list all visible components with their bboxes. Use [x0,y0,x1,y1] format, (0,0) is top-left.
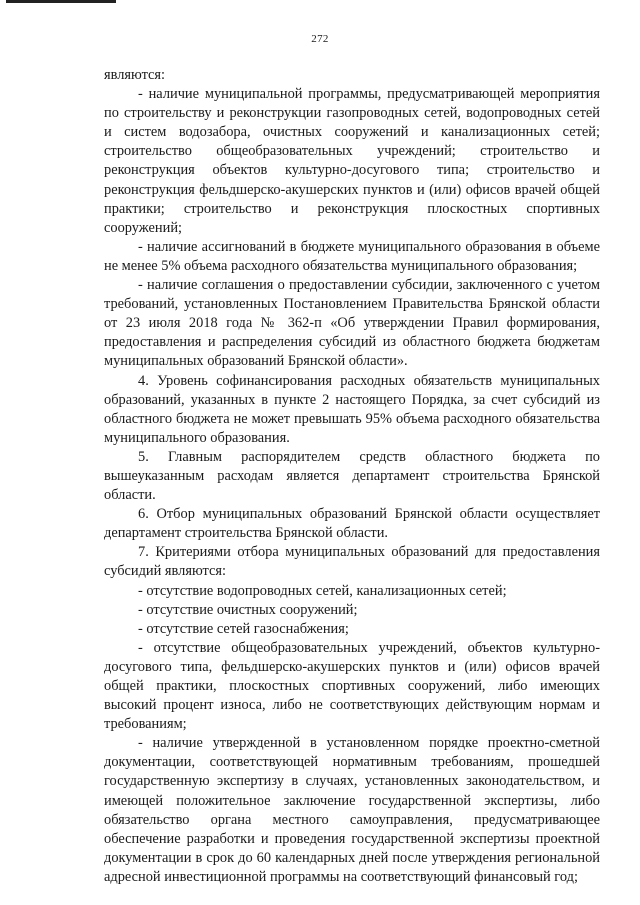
paragraph-item-5: 5. Главным распорядителем средств областного бюджета по вышеуказанным расходам является департамент строительства Брянской области. [104,448,600,504]
paragraph-item-6: 6. Отбор муниципальных образований Брянской области осуществляет департамент строительства Брянской области. [104,506,600,542]
scan-top-edge-line [6,0,116,3]
document-body [104,66,600,887]
criterion-treatment: - отсутствие очистных сооружений; [138,601,358,618]
criterion-gas: - отсутствие сетей газоснабжения; [138,620,349,637]
paragraph-condition-allocations: - наличие ассигнований в бюджете муниципального образования в объеме не менее 5% объема расходного обязательства муниципального образования; [104,238,600,274]
paragraph-intro: являются: [104,67,166,83]
paragraph-item-7: 7. Критериями отбора муниципальных образований для предоставления субсидий являются: [104,544,600,580]
criterion-water-sewer: - отсутствие водопроводных сетей, канализационных сетей; [138,582,507,599]
criterion-design-documentation: - наличие утвержденной в установленном порядке проектно-сметной документации, соответствующей нормативным требованиям, прошедшей государственную экспертизу в случаях, установленных законодательством, и имеющей положительное заключение государственной экспертизы, либо обязательство органа местного самоуправления, предусматривающее обеспечение разработки и проведения государственной экспертизы проектной документации в срок до 60 календарных дней после утверждения региональной адресной инвестиционной программы на соответствующий финансовый год; [104,735,600,885]
paragraph-condition-program: - наличие муниципальной программы, предусматривающей мероприятия по строительству и реконструкции газопроводных сетей, водопроводных сетей и систем водозабора, очистных сооружений и канализационных сетей; строительство общеобразовательных учреждений; строительство и реконструкция объектов культурно-досугового типа; строительство и реконструкция фельдшерско-акушерских пунктов и (или) офисов врачей общей практики; строительство и реконструкция плоскостных спортивных сооружений; [104,86,600,236]
paragraph-item-4: 4. Уровень софинансирования расходных обязательств муниципальных образований, указанных в пункте 2 настоящего Порядка, за счет субсидий из областного бюджета не может превышать 95% объема расходного обязательства муниципального образования. [104,372,600,446]
page-number: 272 [311,33,329,45]
paragraph-condition-agreement: - наличие соглашения о предоставлении субсидии, заключенного с учетом требований, установленных Постановлением Правительства Брянской области от 23 июля 2018 года № 362-п «Об утверждении Правил формирования, предоставления и распределения субсидий из областного бюджета бюджетам муниципальных образований Брянской области». [104,277,600,370]
criterion-facilities: - отсутствие общеобразовательных учреждений, объектов культурно-досугового типа, фельдшерско-акушерских пунктов и (или) офисов врачей общей практики, плоскостных спортивных сооружений, либо имеющих высокий процент износа, либо не соответствующих действующим нормам и требованиям; [104,639,600,733]
